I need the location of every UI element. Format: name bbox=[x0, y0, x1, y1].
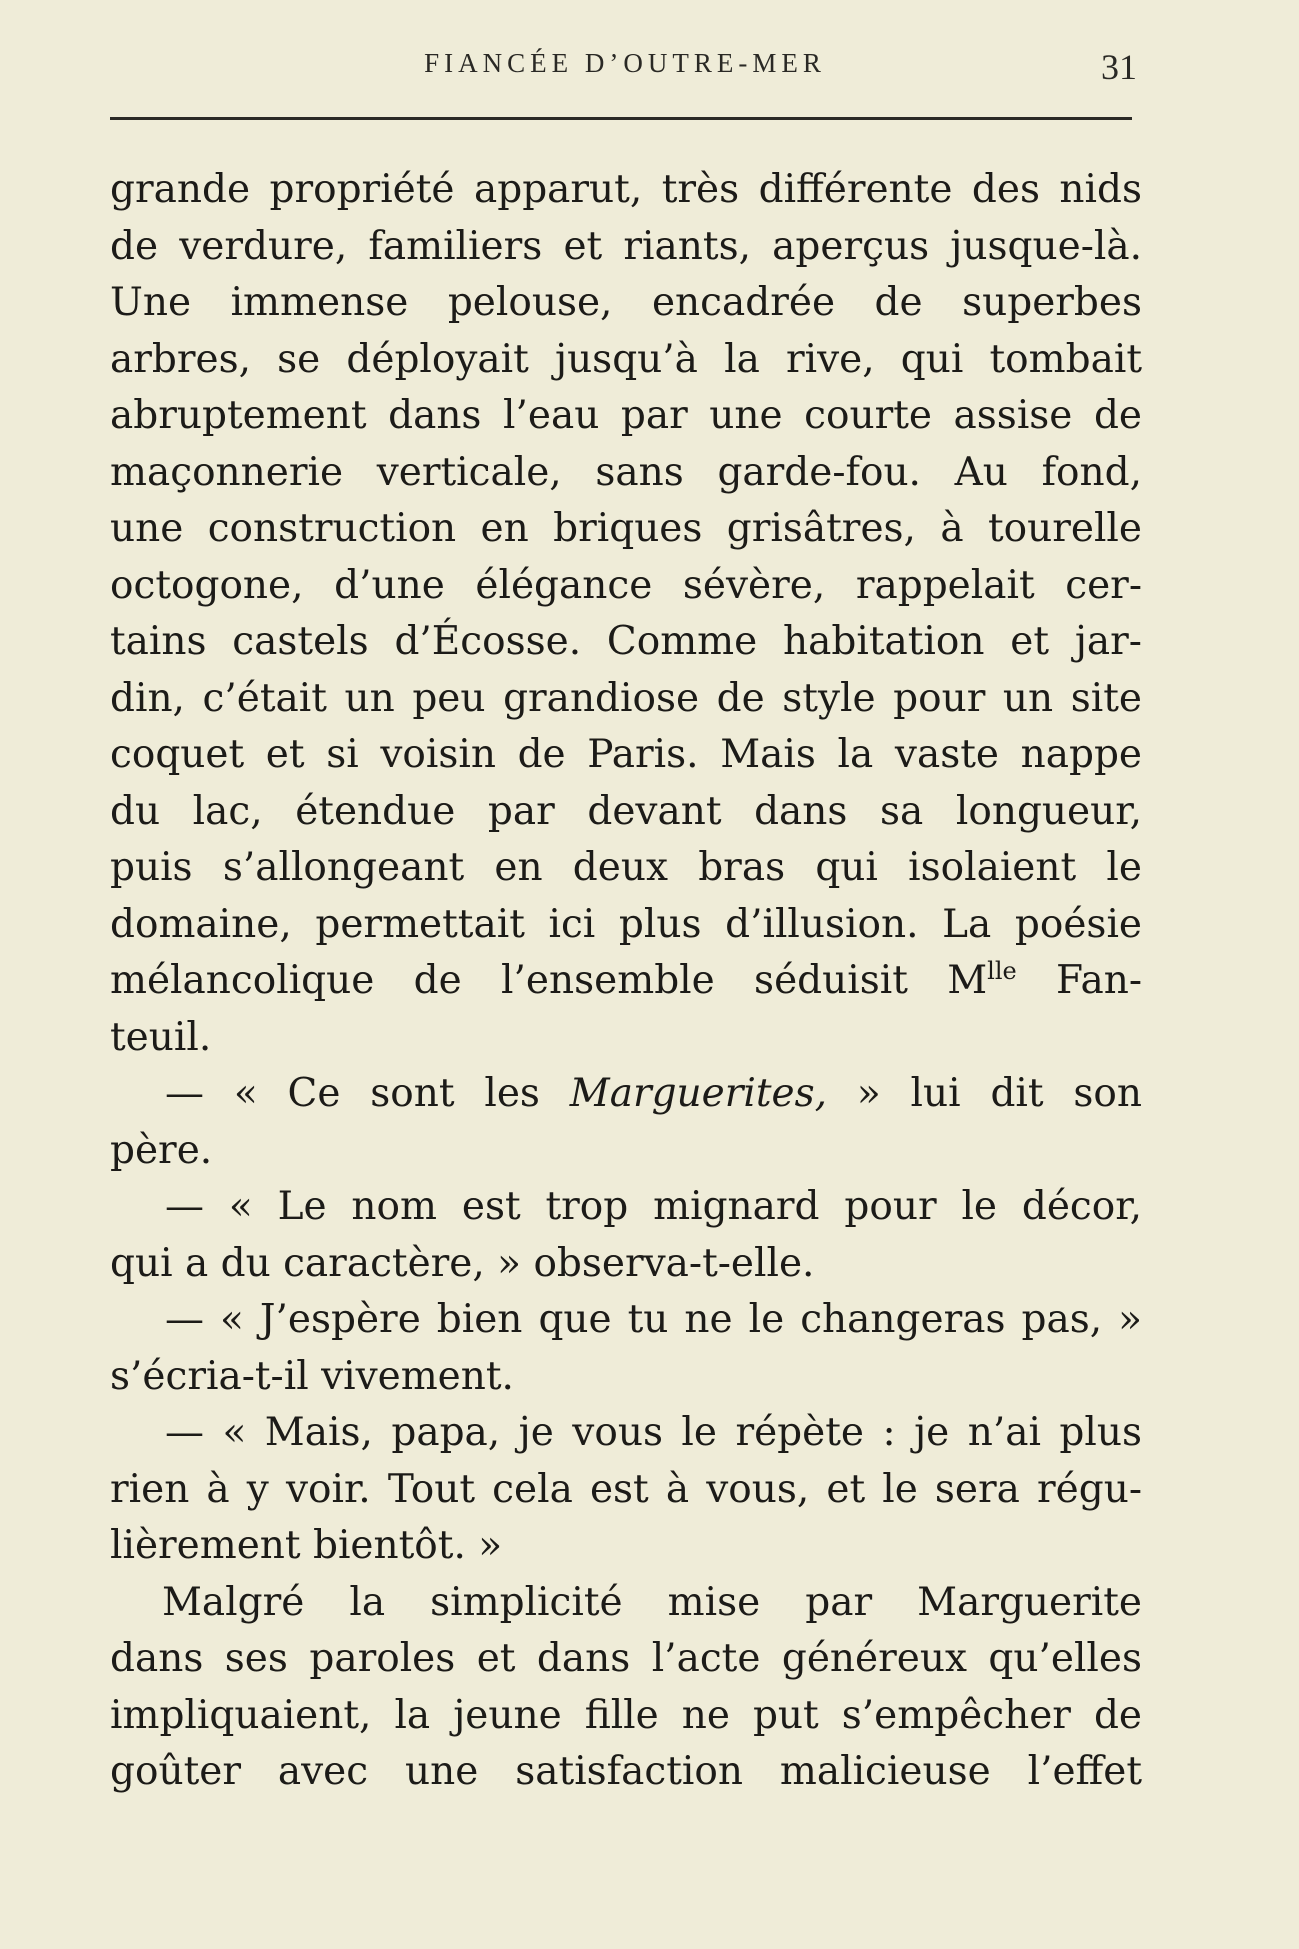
text-line: une construction en briques grisâtres, à tourelle bbox=[110, 506, 1142, 551]
text-line: de verdure, familiers et riants, aperçus jusque-là. bbox=[110, 223, 1142, 269]
text-line: abruptement dans l’eau par une courte assise de bbox=[110, 393, 1142, 438]
dialogue-line: — « Le nom est trop mignard pour le décor, bbox=[165, 1184, 1142, 1229]
page-number: 31 bbox=[1101, 47, 1137, 87]
dialogue-line bbox=[110, 1066, 1142, 1123]
text-fragment: » lui dit son bbox=[827, 1071, 1142, 1116]
text-line: impliquaient, la jeune fille ne put s’empêcher de bbox=[110, 1692, 1142, 1738]
text-line: s’écria-t-il vivement. bbox=[110, 1353, 514, 1399]
text-line: père. bbox=[110, 1127, 213, 1173]
text-line: Une immense pelouse, encadrée de superbes bbox=[110, 280, 1142, 325]
text-line: maçonnerie verticale, sans garde-fou. Au fond, bbox=[110, 449, 1142, 495]
text-line: grande propriété apparut, très différente des nids bbox=[110, 167, 1142, 212]
text-line: goûter avec une satisfaction malicieuse l’effet bbox=[110, 1749, 1142, 1794]
text-line: teuil. bbox=[110, 1014, 212, 1060]
text-line: dans ses paroles et dans l’acte généreux qu’elles bbox=[110, 1636, 1142, 1681]
text-line: domaine, permettait ici plus d’illusion. La poésie bbox=[110, 901, 1142, 947]
text-line: puis s’allongeant en deux bras qui isolaient le bbox=[110, 845, 1142, 890]
text-line: lièrement bientôt. » bbox=[110, 1523, 503, 1568]
dialogue-line: — « Mais, papa, je vous le répète : je n’ai plus bbox=[165, 1410, 1142, 1455]
text-line-with-superscript bbox=[110, 953, 1142, 1010]
text-line: arbres, se déployait jusqu’à la rive, qui tombait bbox=[110, 336, 1142, 382]
text-line: qui a du caractère, » observa-t-elle. bbox=[110, 1240, 815, 1286]
text-line: rien à y voir. Tout cela est à vous, et le sera régu- bbox=[110, 1466, 1142, 1512]
text-fragment: — « Ce sont les bbox=[165, 1071, 570, 1116]
running-title: FIANCÉE D’OUTRE-MER bbox=[424, 48, 826, 78]
text-fragment: mélancolique de l’ensemble séduisit M bbox=[110, 958, 988, 1003]
text-line: coquet et si voisin de Paris. Mais la vaste nappe bbox=[110, 732, 1142, 777]
body-text bbox=[110, 162, 1142, 1801]
text-line: du lac, étendue par devant dans sa longueur, bbox=[110, 788, 1142, 834]
text-line: octogone, d’une élégance sévère, rappelait cer- bbox=[110, 562, 1142, 608]
paragraph-start-line: Malgré la simplicité mise par Marguerite bbox=[162, 1579, 1142, 1625]
text-line: din, c’était un peu grandiose de style pour un site bbox=[110, 675, 1142, 721]
superscript-abbreviation: lle bbox=[987, 957, 1017, 985]
dialogue-line: — « J’espère bien que tu ne le changeras pas, » bbox=[165, 1297, 1142, 1342]
text-fragment: Fan- bbox=[1016, 958, 1143, 1003]
header-rule bbox=[110, 117, 1132, 120]
running-head bbox=[0, 48, 1299, 88]
italic-house-name: Marguerites, bbox=[569, 1071, 828, 1116]
text-line: tains castels d’Écosse. Comme habitation et jar- bbox=[110, 619, 1142, 664]
